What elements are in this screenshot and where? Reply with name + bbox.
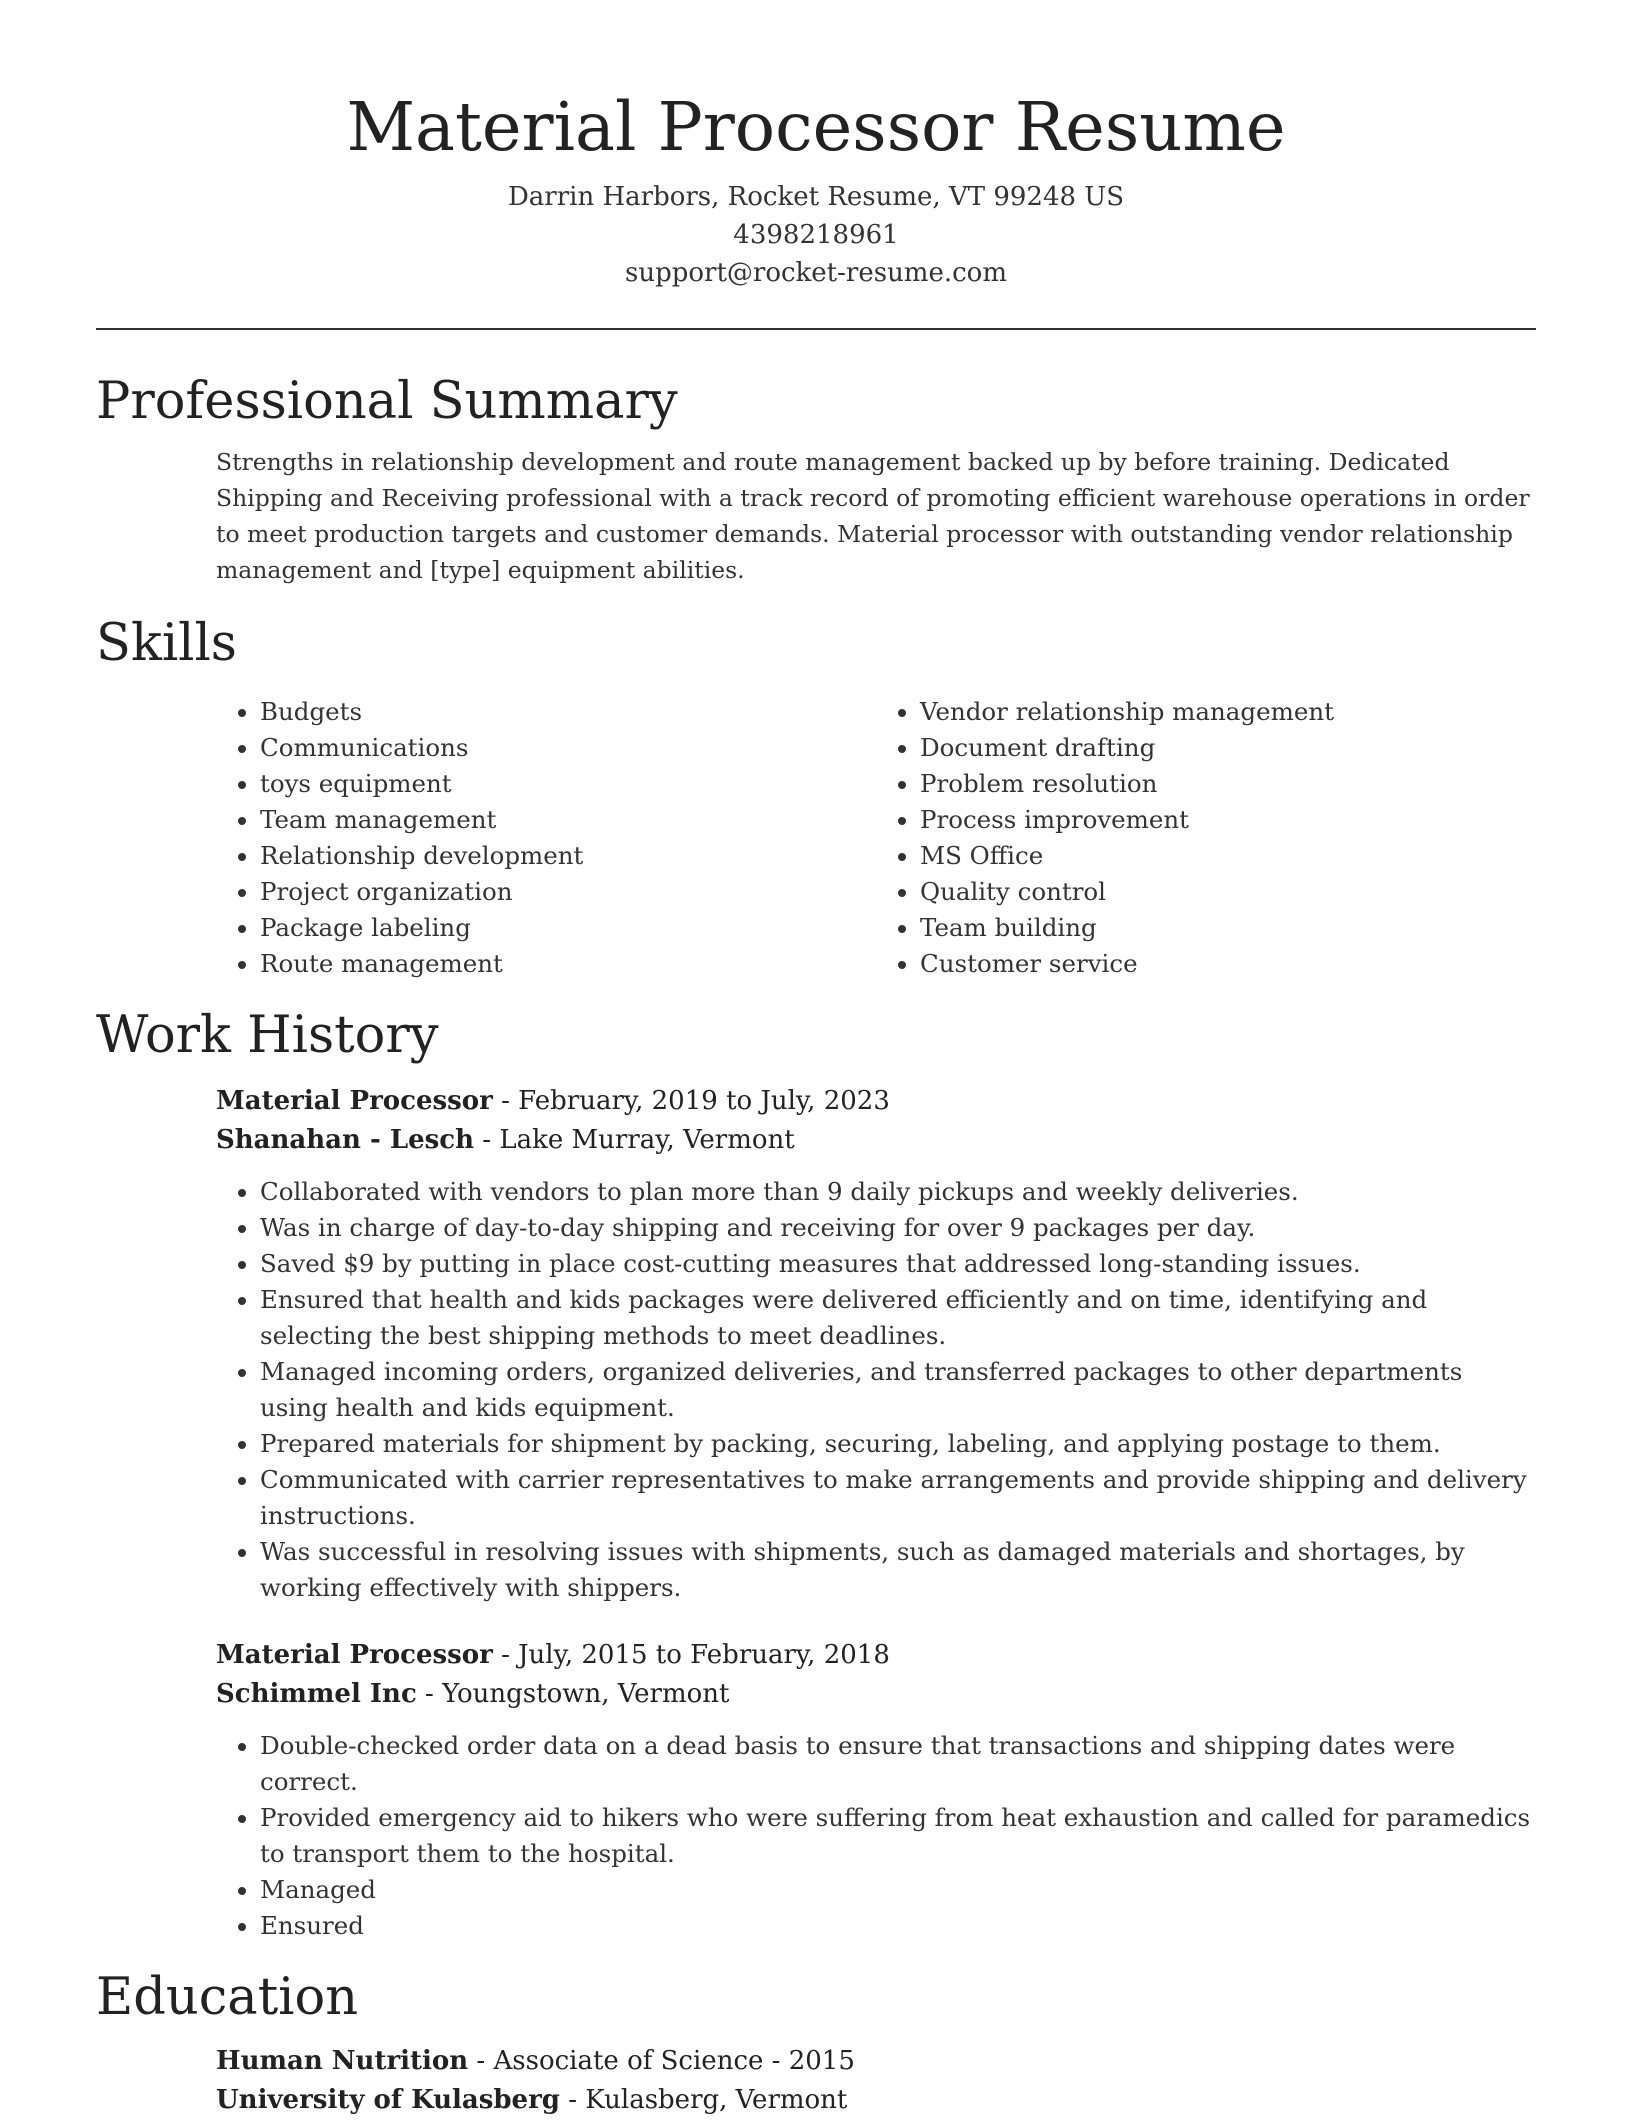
job-bullet: • Managed bbox=[260, 1872, 1536, 1908]
education-degree-year: - Associate of Science - 2015 bbox=[468, 2046, 855, 2076]
skill-item: • Document drafting bbox=[920, 730, 1536, 766]
header-divider bbox=[96, 328, 1536, 330]
skill-item: • Team management bbox=[260, 802, 876, 838]
education-school-line bbox=[216, 2081, 1536, 2120]
skill-item: • Communications bbox=[260, 730, 876, 766]
job-bullet: • Ensured bbox=[260, 1908, 1536, 1944]
skill-item: • Problem resolution bbox=[920, 766, 1536, 802]
skill-item: • Budgets bbox=[260, 694, 876, 730]
job-company-line bbox=[216, 1675, 1536, 1714]
job-title: Material Processor bbox=[216, 1640, 493, 1670]
job-entry bbox=[216, 1082, 1536, 1160]
resume-page bbox=[96, 0, 1536, 2120]
education-entry bbox=[216, 2042, 1536, 2120]
work-heading: Work History bbox=[96, 1006, 439, 1065]
skills-heading: Skills bbox=[96, 614, 237, 673]
job-bullet: • Was in charge of day-to-day shipping and receiving for over 9 packages per day. bbox=[260, 1210, 1536, 1246]
job-company: Schimmel Inc bbox=[216, 1679, 417, 1709]
job-bullet: • Collaborated with vendors to plan more than 9 daily pickups and weekly deliveries. bbox=[260, 1174, 1536, 1210]
skills-column-right bbox=[876, 694, 1536, 982]
skill-item: • Relationship development bbox=[260, 838, 876, 874]
skills-column-left bbox=[216, 694, 876, 982]
job-title: Material Processor bbox=[216, 1086, 493, 1116]
job-bullet: • Provided emergency aid to hikers who were suffering from heat exhaustion and called for paramedics to transport them to the hospital. bbox=[260, 1800, 1536, 1872]
summary-text: Strengths in relationship development and route management backed up by before training. Dedicated Shipping and Receiving professional with a track record of promoting efficient warehouse operations in order to meet production targets and customer demands. Material processor with outstanding vendor relationship management and [type] equipment abilities. bbox=[216, 448, 1530, 584]
skill-item: • Quality control bbox=[920, 874, 1536, 910]
skill-item: • Team building bbox=[920, 910, 1536, 946]
contact-address: Darrin Harbors, Rocket Resume, VT 99248 US bbox=[507, 182, 1125, 212]
education-program-line bbox=[216, 2042, 1536, 2081]
job-company-line bbox=[216, 1121, 1536, 1160]
skill-item: • Route management bbox=[260, 946, 876, 982]
job-dates: - February, 2019 to July, 2023 bbox=[492, 1086, 890, 1116]
job-bullet: • Ensured that health and kids packages were delivered efficiently and on time, identifying and selecting the best shipping methods to meet deadlines. bbox=[260, 1282, 1536, 1354]
resume-title: Material Processor Resume bbox=[346, 88, 1286, 166]
education-location: - Kulasberg, Vermont bbox=[559, 2085, 848, 2115]
contact-email: support@rocket-resume.com bbox=[624, 258, 1007, 288]
job-bullets bbox=[216, 1728, 1536, 1944]
job-bullet: • Managed incoming orders, organized deliveries, and transferred packages to other departments using health and kids equipment. bbox=[260, 1354, 1536, 1426]
skill-item: • Vendor relationship management bbox=[920, 694, 1536, 730]
job-location: - Youngstown, Vermont bbox=[416, 1679, 730, 1709]
job-company: Shanahan - Lesch bbox=[216, 1125, 475, 1155]
education-school: University of Kulasberg bbox=[216, 2085, 560, 2115]
job-location: - Lake Murray, Vermont bbox=[474, 1125, 795, 1155]
job-title-line bbox=[216, 1636, 1536, 1675]
skill-item: • Customer service bbox=[920, 946, 1536, 982]
contact-phone: 4398218961 bbox=[733, 220, 899, 250]
skill-item: • Package labeling bbox=[260, 910, 876, 946]
skill-item: • Process improvement bbox=[920, 802, 1536, 838]
job-entry bbox=[216, 1636, 1536, 1714]
job-bullet: • Prepared materials for shipment by packing, securing, labeling, and applying postage to them. bbox=[260, 1426, 1536, 1462]
skills-list bbox=[216, 694, 1536, 982]
skill-item: • Project organization bbox=[260, 874, 876, 910]
job-bullet: • Communicated with carrier representatives to make arrangements and provide shipping and delivery instructions. bbox=[260, 1462, 1536, 1534]
job-bullets bbox=[216, 1174, 1536, 1606]
summary-heading: Professional Summary bbox=[96, 372, 678, 431]
job-bullet: • Double-checked order data on a dead basis to ensure that transactions and shipping dates were correct. bbox=[260, 1728, 1536, 1800]
job-bullet: • Was successful in resolving issues with shipments, such as damaged materials and shortages, by working effectively with shippers. bbox=[260, 1534, 1536, 1606]
job-bullet: • Saved $9 by putting in place cost-cutting measures that addressed long-standing issues. bbox=[260, 1246, 1536, 1282]
contact-block bbox=[96, 178, 1536, 292]
skill-item: • MS Office bbox=[920, 838, 1536, 874]
education-program: Human Nutrition bbox=[216, 2046, 469, 2076]
skill-item: • toys equipment bbox=[260, 766, 876, 802]
job-dates: - July, 2015 to February, 2018 bbox=[492, 1640, 890, 1670]
education-heading: Education bbox=[96, 1968, 359, 2027]
job-title-line bbox=[216, 1082, 1536, 1121]
